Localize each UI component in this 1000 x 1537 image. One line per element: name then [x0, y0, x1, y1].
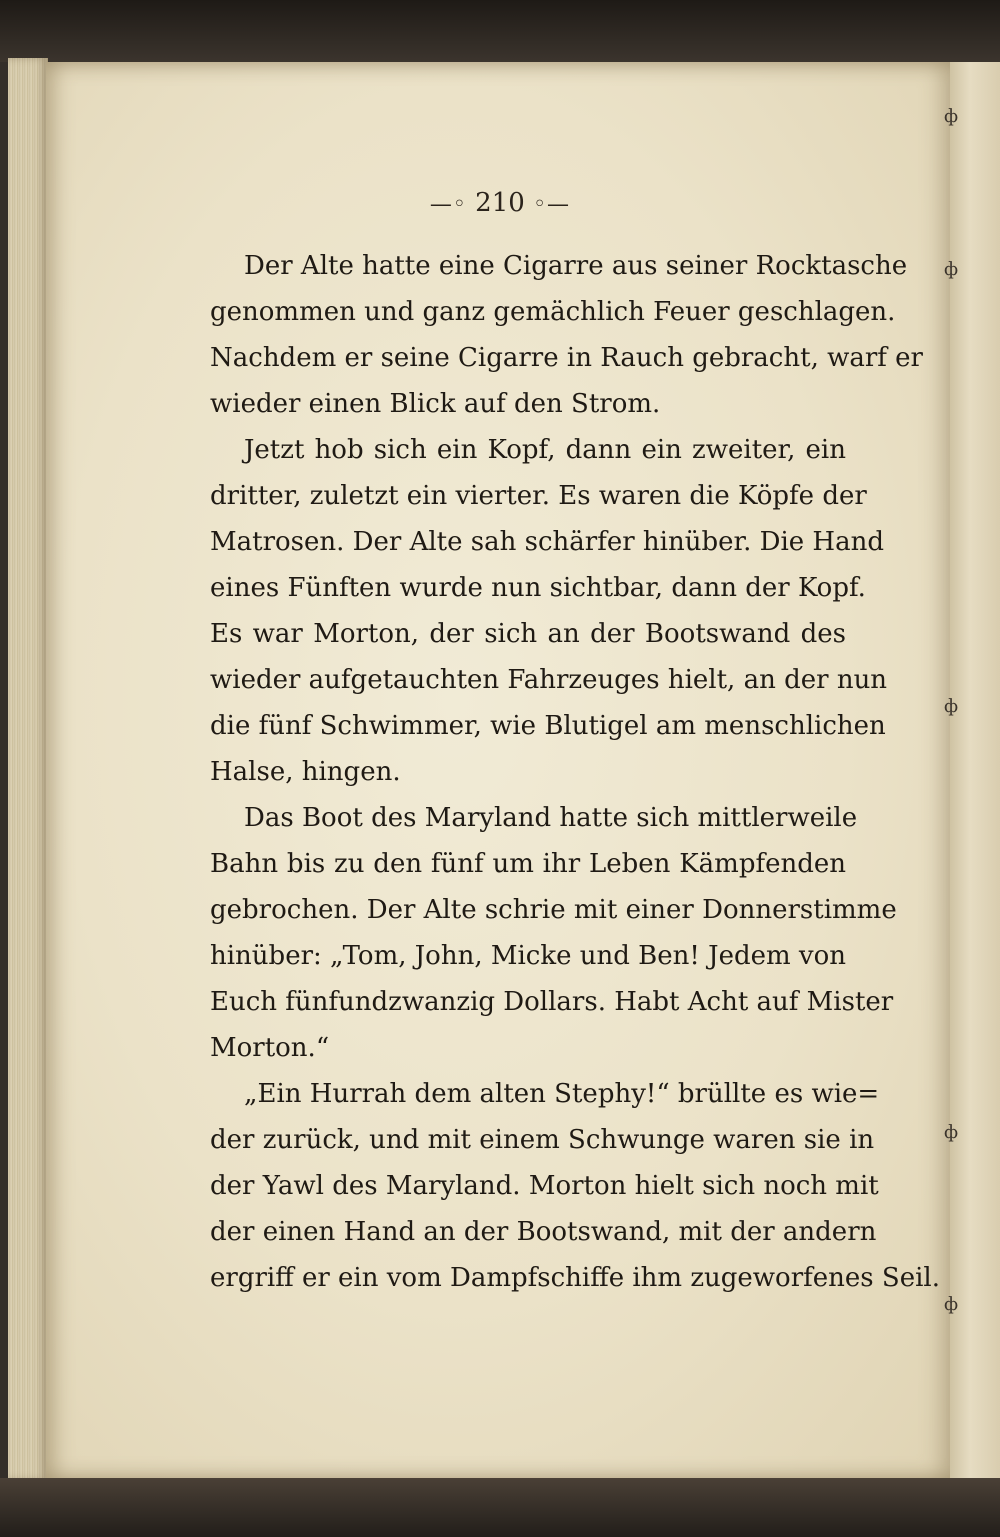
binding-thread-mark: ф	[944, 106, 959, 127]
text-line: hinüber: „Tom, John, Micke und Ben! Jedem von	[210, 941, 846, 971]
text-line: Der Alte hatte eine Cigarre aus seiner Rocktasche	[244, 251, 908, 281]
text-line: ergriff er ein vom Dampfschiffe ihm zugeworfenes Seil.	[210, 1263, 940, 1293]
text-line: eines Fünften wurde nun sichtbar, dann der Kopf.	[210, 573, 866, 603]
text-line: wieder aufgetauchten Fahrzeuges hielt, an der nun	[210, 665, 888, 695]
binding-thread-mark: ф	[944, 259, 959, 280]
text-line: Es war Morton, der sich an der Bootswand des	[210, 619, 846, 649]
text-line: Jetzt hob sich ein Kopf, dann ein zweiter, ein	[244, 435, 846, 465]
text-line: wieder einen Blick auf den Strom.	[210, 389, 661, 419]
text-line: Euch fünfundzwanzig Dollars. Habt Acht auf Mister	[210, 987, 894, 1017]
page-edges	[8, 58, 48, 1480]
book-cover-bottom	[0, 1478, 1000, 1537]
text-line: Morton.“	[210, 1033, 330, 1063]
text-line: „Ein Hurrah dem alten Stephy!“ brüllte es wie=	[244, 1079, 880, 1109]
page-header	[0, 188, 1000, 218]
body-text	[210, 243, 940, 1301]
binding-thread-mark: ф	[944, 1294, 959, 1315]
text-line: dritter, zuletzt ein vierter. Es waren die Köpfe der	[210, 481, 867, 511]
header-ornament-right: ◦—	[533, 192, 571, 217]
text-line: der einen Hand an der Bootswand, mit der andern	[210, 1217, 877, 1247]
header-ornament-left: —◦	[429, 192, 467, 217]
text-line: Bahn bis zu den fünf um ihr Leben Kämpfenden	[210, 849, 846, 879]
text-line: der zurück, und mit einem Schwunge waren sie in	[210, 1125, 875, 1155]
text-line: Matrosen. Der Alte sah schärfer hinüber. Die Hand	[210, 527, 884, 557]
text-line: Halse, hingen.	[210, 757, 401, 787]
text-line: gebrochen. Der Alte schrie mit einer Donnerstimme	[210, 895, 897, 925]
binding-thread-mark: ф	[944, 1122, 959, 1143]
binding-thread-mark: ф	[944, 696, 959, 717]
text-line: Das Boot des Maryland hatte sich mittlerweile	[244, 803, 858, 833]
text-line: Nachdem er seine Cigarre in Rauch gebracht, warf er	[210, 343, 923, 373]
book-cover-top	[0, 0, 1000, 62]
page-number: 210	[475, 188, 525, 218]
text-line: der Yawl des Maryland. Morton hielt sich noch mit	[210, 1171, 879, 1201]
text-line: genommen und ganz gemächlich Feuer geschlagen.	[210, 297, 896, 327]
text-line: die fünf Schwimmer, wie Blutigel am menschlichen	[210, 711, 886, 741]
